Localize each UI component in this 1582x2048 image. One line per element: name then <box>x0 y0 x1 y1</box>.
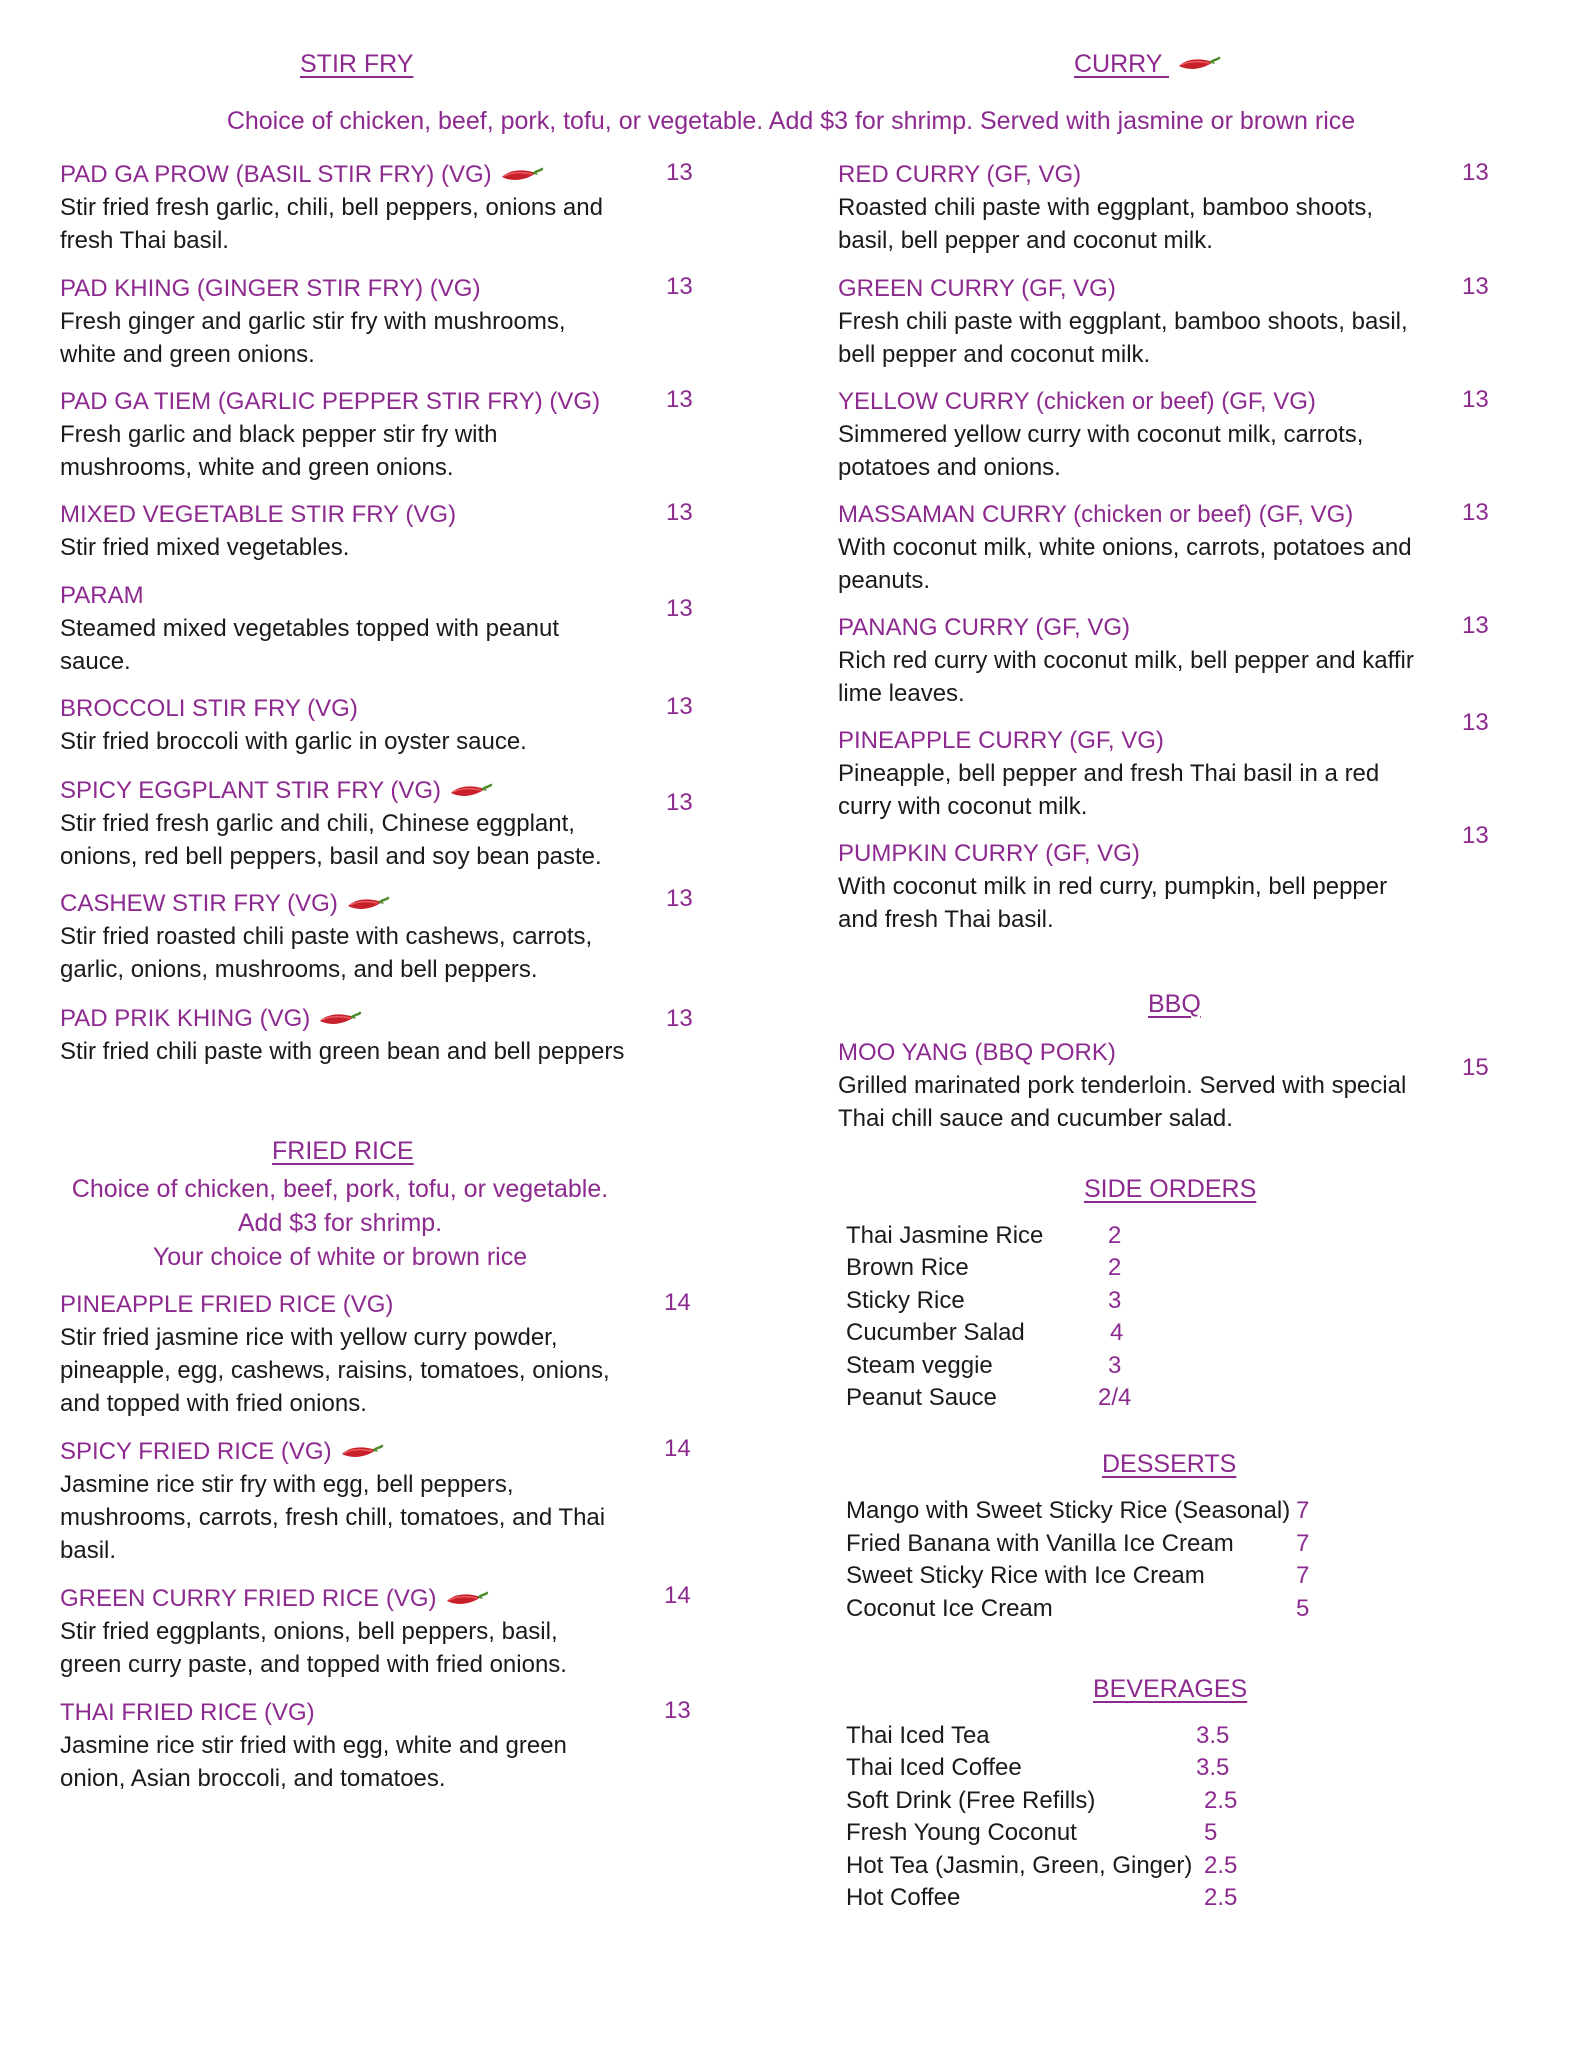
item-description: Jasmine rice stir fried with egg, white and green onion, Asian broccoli, and tomatoes. <box>60 1732 567 1792</box>
item-name: BROCCOLI STIR FRY (VG) <box>60 695 358 722</box>
item-name: PAD GA TIEM (GARLIC PEPPER STIR FRY) (VG) <box>60 388 601 415</box>
item-description: Jasmine rice stir fry with egg, bell peppers, mushrooms, carrots, fresh chill, tomatoes, and Thai basil. <box>60 1471 606 1564</box>
chili-pepper-icon <box>447 783 493 801</box>
item-name: PAD GA PROW (BASIL STIR FRY) (VG) <box>60 161 492 188</box>
list-item <box>846 1722 1230 1750</box>
item-price: 3 <box>1108 1287 1122 1314</box>
item-name: Sweet Sticky Rice with Ice Cream <box>846 1562 1205 1589</box>
menu-item <box>60 386 620 484</box>
item-name: PAD PRIK KHING (VG) <box>60 1005 311 1032</box>
fried-rice-note: Your choice of white or brown rice <box>152 1243 528 1271</box>
item-price: 13 <box>1462 612 1489 639</box>
item-name: MOO YANG (BBQ PORK) <box>838 1039 1116 1066</box>
item-name: Sticky Rice <box>846 1287 965 1314</box>
chili-pepper-icon <box>443 1591 489 1609</box>
item-name: Steam veggie <box>846 1352 993 1379</box>
item-name: PARAM <box>60 582 144 609</box>
item-price: 14 <box>664 1582 691 1609</box>
list-item <box>846 1222 1122 1250</box>
item-price: 2.5 <box>1204 1852 1238 1879</box>
item-price: 13 <box>1462 159 1489 186</box>
menu-item <box>60 1289 620 1420</box>
item-name: SPICY EGGPLANT STIR FRY (VG) <box>60 777 441 804</box>
item-name: Fresh Young Coconut <box>846 1819 1077 1846</box>
item-name: Thai Iced Tea <box>846 1722 990 1749</box>
fried-rice-note: Choice of chicken, beef, pork, tofu, or vegetable. <box>71 1175 609 1203</box>
desserts-title: DESSERTS <box>1102 1450 1237 1478</box>
item-price: 14 <box>664 1289 691 1316</box>
curry-title-text: CURRY <box>1074 50 1162 78</box>
menu-item <box>60 1583 620 1681</box>
item-price: 13 <box>666 159 693 186</box>
item-description: Grilled marinated pork tenderloin. Served with special Thai chill sauce and cucumber salad. <box>838 1072 1407 1132</box>
item-name: PAD KHING (GINGER STIR FRY) (VG) <box>60 275 481 302</box>
item-description: Stir fried fresh garlic and chili, Chinese eggplant, onions, red bell peppers, basil and soy bean paste. <box>60 810 602 870</box>
item-description: Stir fried mixed vegetables. <box>60 534 350 561</box>
item-name: Soft Drink (Free Refills) <box>846 1787 1096 1814</box>
item-name: RED CURRY (GF, VG) <box>838 161 1082 188</box>
menu-item <box>838 1037 1418 1135</box>
beverages-title: BEVERAGES <box>1093 1675 1248 1703</box>
menu-item <box>838 386 1418 484</box>
item-description: Fresh chili paste with eggplant, bamboo shoots, basil, bell pepper and coconut milk. <box>838 308 1408 368</box>
menu-item <box>838 838 1418 936</box>
side-orders-title: SIDE ORDERS <box>1084 1175 1257 1203</box>
list-item <box>846 1852 1238 1880</box>
item-name: Cucumber Salad <box>846 1319 1025 1346</box>
chili-pepper-icon <box>498 167 544 185</box>
item-name: PINEAPPLE CURRY (GF, VG) <box>838 727 1164 754</box>
item-price: 7 <box>1296 1562 1310 1589</box>
chili-pepper-icon <box>316 1011 362 1029</box>
list-item <box>846 1562 1310 1590</box>
list-item <box>846 1787 1238 1815</box>
item-price: 15 <box>1462 1054 1489 1081</box>
menu-item <box>838 612 1418 710</box>
item-description: Simmered yellow curry with coconut milk, carrots, potatoes and onions. <box>838 421 1364 481</box>
item-name: CASHEW STIR FRY (VG) <box>60 890 338 917</box>
item-price: 5 <box>1296 1595 1310 1622</box>
menu-item <box>838 159 1418 257</box>
item-name: PANANG CURRY (GF, VG) <box>838 614 1131 641</box>
item-name: PUMPKIN CURRY (GF, VG) <box>838 840 1140 867</box>
item-price: 13 <box>1462 499 1489 526</box>
list-item <box>846 1287 1122 1315</box>
item-price: 7 <box>1296 1497 1310 1524</box>
item-name: Brown Rice <box>846 1254 969 1281</box>
fried-rice-title: FRIED RICE <box>272 1137 414 1165</box>
menu-item <box>60 693 620 758</box>
list-item <box>846 1819 1218 1847</box>
item-description: Roasted chili paste with eggplant, bamboo shoots, basil, bell pepper and coconut milk. <box>838 194 1373 254</box>
item-description: Stir fried roasted chili paste with cashews, carrots, garlic, onions, mushrooms, and bell peppers. <box>60 923 593 983</box>
item-price: 13 <box>666 1005 693 1032</box>
item-description: Steamed mixed vegetables topped with peanut sauce. <box>60 615 559 675</box>
item-price: 2.5 <box>1204 1884 1238 1911</box>
menu-item <box>60 1003 660 1068</box>
list-item <box>846 1595 1310 1623</box>
chili-pepper-icon <box>1175 56 1221 74</box>
item-name: Hot Tea (Jasmin, Green, Ginger) <box>846 1852 1193 1879</box>
item-price: 13 <box>666 595 693 622</box>
item-name: MASSAMAN CURRY (chicken or beef) (GF, VG) <box>838 501 1354 528</box>
menu-item <box>838 499 1418 597</box>
shared-note: Choice of chicken, beef, pork, tofu, or vegetable. Add $3 for shrimp. Served with jasmine or brown rice <box>226 107 1356 135</box>
item-description: With coconut milk, white onions, carrots, potatoes and peanuts. <box>838 534 1412 594</box>
item-price: 5 <box>1204 1819 1218 1846</box>
menu-item <box>60 1436 620 1567</box>
chili-pepper-icon <box>338 1444 384 1462</box>
item-price: 13 <box>1462 709 1489 736</box>
bbq-title: BBQ <box>1148 990 1201 1018</box>
item-name: GREEN CURRY FRIED RICE (VG) <box>60 1585 437 1612</box>
item-price: 3.5 <box>1196 1722 1230 1749</box>
menu-item <box>838 725 1418 823</box>
menu-item <box>60 1697 620 1795</box>
item-price: 13 <box>1462 822 1489 849</box>
item-description: Stir fried eggplants, onions, bell peppers, basil, green curry paste, and topped with fried onions. <box>60 1618 567 1678</box>
item-price: 2 <box>1108 1254 1122 1281</box>
menu-item <box>60 499 620 564</box>
item-name: PINEAPPLE FRIED RICE (VG) <box>60 1291 394 1318</box>
item-price: 13 <box>666 386 693 413</box>
item-price: 2/4 <box>1098 1384 1132 1411</box>
item-name: Thai Iced Coffee <box>846 1754 1022 1781</box>
item-name: Thai Jasmine Rice <box>846 1222 1044 1249</box>
item-price: 13 <box>666 273 693 300</box>
item-description: Rich red curry with coconut milk, bell pepper and kaffir lime leaves. <box>838 647 1414 707</box>
item-price: 3.5 <box>1196 1754 1230 1781</box>
list-item <box>846 1530 1310 1558</box>
item-price: 14 <box>664 1435 691 1462</box>
list-item <box>846 1884 1238 1912</box>
stir-fry-title: STIR FRY <box>300 50 414 78</box>
item-description: Fresh garlic and black pepper stir fry with mushrooms, white and green onions. <box>60 421 498 481</box>
menu-item <box>60 273 620 371</box>
item-name: THAI FRIED RICE (VG) <box>60 1699 315 1726</box>
item-name: Fried Banana with Vanilla Ice Cream <box>846 1530 1234 1557</box>
item-name: Peanut Sauce <box>846 1384 997 1411</box>
item-description: Pineapple, bell pepper and fresh Thai basil in a red curry with coconut milk. <box>838 760 1380 820</box>
item-price: 13 <box>1462 273 1489 300</box>
item-name: MIXED VEGETABLE STIR FRY (VG) <box>60 501 457 528</box>
item-price: 13 <box>666 499 693 526</box>
item-name: Coconut Ice Cream <box>846 1595 1053 1622</box>
item-price: 2.5 <box>1204 1787 1238 1814</box>
menu-item <box>60 775 620 873</box>
fried-rice-notes <box>60 1172 620 1274</box>
menu-item <box>60 888 620 986</box>
item-name: SPICY FRIED RICE (VG) <box>60 1438 332 1465</box>
item-description: Stir fried chili paste with green bean and bell peppers <box>60 1038 625 1065</box>
item-description: Stir fried jasmine rice with yellow curry powder, pineapple, egg, cashews, raisins, tomatoes, onions, and topped with fried onions. <box>60 1324 610 1417</box>
list-item <box>846 1254 1122 1282</box>
menu-item <box>838 273 1418 371</box>
item-price: 13 <box>1462 386 1489 413</box>
fried-rice-note: Add $3 for shrimp. <box>237 1209 443 1237</box>
curry-title <box>1074 50 1221 79</box>
list-item <box>846 1384 1132 1412</box>
item-price: 4 <box>1110 1319 1124 1346</box>
item-name: Hot Coffee <box>846 1884 961 1911</box>
item-price: 13 <box>666 789 693 816</box>
list-item <box>846 1319 1124 1347</box>
item-price: 13 <box>664 1697 691 1724</box>
chili-pepper-icon <box>344 896 390 914</box>
item-price: 13 <box>666 885 693 912</box>
item-price: 13 <box>666 693 693 720</box>
item-price: 3 <box>1108 1352 1122 1379</box>
list-item <box>846 1497 1310 1525</box>
menu-item <box>60 159 620 257</box>
item-description: Fresh ginger and garlic stir fry with mushrooms, white and green onions. <box>60 308 566 368</box>
item-price: 7 <box>1296 1530 1310 1557</box>
item-description: With coconut milk in red curry, pumpkin, bell pepper and fresh Thai basil. <box>838 873 1388 933</box>
item-name: GREEN CURRY (GF, VG) <box>838 275 1116 302</box>
item-price: 2 <box>1108 1222 1122 1249</box>
list-item <box>846 1754 1230 1782</box>
item-description: Stir fried broccoli with garlic in oyster sauce. <box>60 728 527 755</box>
list-item <box>846 1352 1122 1380</box>
item-description: Stir fried fresh garlic, chili, bell peppers, onions and fresh Thai basil. <box>60 194 603 254</box>
menu-item <box>60 580 620 678</box>
item-name: Mango with Sweet Sticky Rice (Seasonal) <box>846 1497 1291 1524</box>
item-name: YELLOW CURRY (chicken or beef) (GF, VG) <box>838 388 1316 415</box>
